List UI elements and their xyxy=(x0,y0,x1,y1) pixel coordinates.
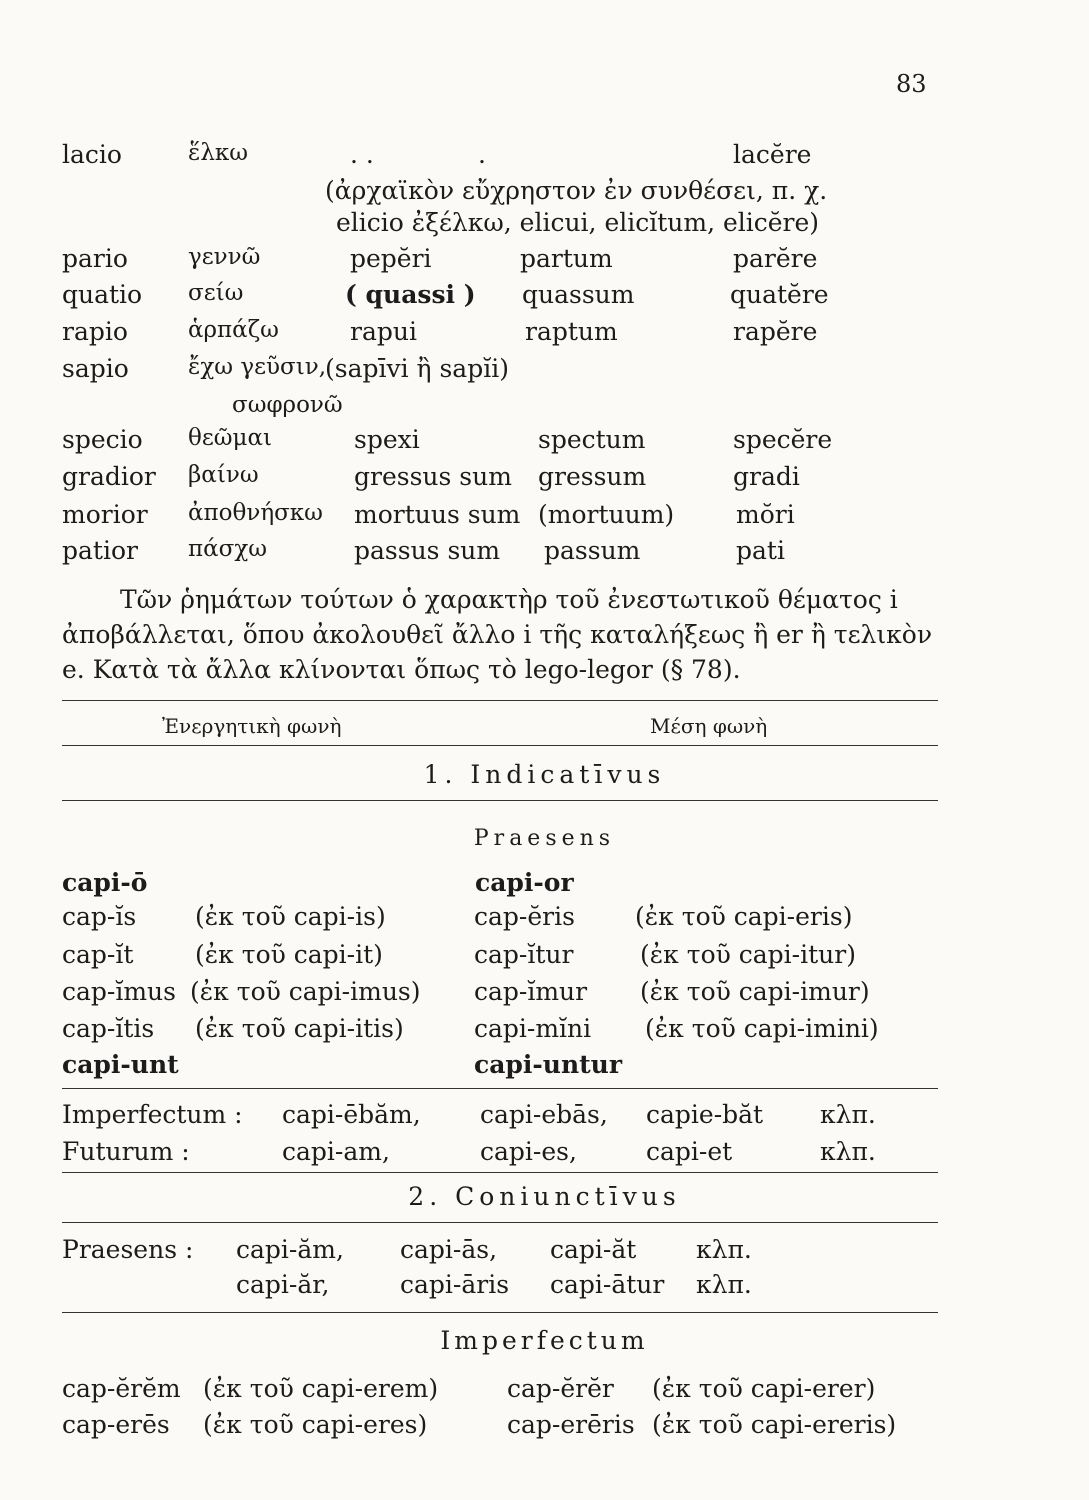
paradigm-row xyxy=(0,868,1089,902)
verb-infinitive: rapĕre xyxy=(733,317,818,346)
middle-derivation: (ἐκ τοῦ capi-itur) xyxy=(640,940,856,969)
verb-latin: morior xyxy=(62,500,148,529)
form-3: capi-et xyxy=(646,1137,733,1166)
form-1: capi-ăm, xyxy=(236,1235,344,1264)
middle-form: capi-untur xyxy=(474,1050,623,1079)
verb-greek: σείω xyxy=(188,280,244,306)
verb-greek: ἔχω γεῦσιν, xyxy=(188,354,326,380)
divider xyxy=(62,1312,938,1313)
verb-supine: (mortuum) xyxy=(538,500,675,529)
verb-row-pario xyxy=(0,244,1089,278)
form-1: capi-ēbăm, xyxy=(282,1100,421,1129)
divider xyxy=(62,700,938,701)
voice-active-header: Ἐνεργητικὴ φωνὴ xyxy=(162,714,342,738)
verb-infinitive: lacĕre xyxy=(733,140,812,169)
verb-row-morior xyxy=(0,500,1089,534)
form-3: capi-ātur xyxy=(550,1270,665,1299)
verb-latin: specio xyxy=(62,425,143,454)
middle-form: cap-ĭmur xyxy=(474,977,588,1006)
active-form: cap-ĭt xyxy=(62,940,134,969)
active-derivation: (ἐκ τοῦ capi-eres) xyxy=(203,1410,428,1439)
etc: κλπ. xyxy=(696,1235,752,1264)
tense-label: Praesens : xyxy=(62,1235,194,1264)
verb-row-patior xyxy=(0,536,1089,570)
verb-infinitive: mŏri xyxy=(736,500,795,529)
verb-latin: patior xyxy=(62,536,138,565)
active-form: cap-ĕrĕm xyxy=(62,1374,181,1403)
subheading-imperfectum: Imperfectum xyxy=(440,1326,649,1355)
verb-row-quatio xyxy=(0,280,1089,314)
verb-latin: quatio xyxy=(62,280,143,309)
tense-label: Imperfectum : xyxy=(62,1100,243,1129)
middle-derivation: (ἐκ τοῦ capi-erer) xyxy=(652,1374,876,1403)
paragraph-line-3: e. Κατὰ τὰ ἄλλα κλίνονται ὅπως τὸ lego-legor (§ 78). xyxy=(62,655,741,684)
section-heading-indicativus: 1. Indicatīvus xyxy=(423,760,666,789)
verb-greek: ἀποθνήσκω xyxy=(188,500,323,526)
paragraph-line-2: ἀποβάλλεται, ὅπου ἀκολουθεῖ ἄλλο i τῆς καταλήξεως ἢ er ἢ τελικὸν xyxy=(62,620,933,649)
middle-form: capi-mĭni xyxy=(474,1014,592,1043)
verb-perfect: gressus sum xyxy=(354,462,512,491)
verb-supine: raptum xyxy=(525,317,618,346)
active-derivation: (ἐκ τοῦ capi-imus) xyxy=(190,977,421,1006)
middle-form: cap-ĕris xyxy=(474,902,575,931)
divider xyxy=(62,745,938,746)
verb-row-gradior xyxy=(0,462,1089,496)
active-derivation: (ἐκ τοῦ capi-itis) xyxy=(195,1014,404,1043)
imperfectum-row xyxy=(0,1100,1089,1134)
form-3: capi-ăt xyxy=(550,1235,637,1264)
divider xyxy=(62,1222,938,1223)
futurum-row xyxy=(0,1137,1089,1171)
lacio-note-1: (ἀρχαϊκὸν εὔχρηστον ἐν συνθέσει, π. χ. xyxy=(325,176,828,205)
paradigm-row xyxy=(0,977,1089,1011)
verb-perfect: pepĕri xyxy=(350,244,432,273)
middle-derivation: (ἐκ τοῦ capi-imur) xyxy=(640,977,870,1006)
verb-greek: βαίνω xyxy=(188,462,259,488)
paradigm-row xyxy=(0,1050,1089,1084)
verb-perfect: passus sum xyxy=(354,536,501,565)
verb-row-rapio xyxy=(0,317,1089,351)
verb-infinitive: pati xyxy=(736,536,785,565)
verb-latin: sapio xyxy=(62,354,129,383)
divider xyxy=(62,1088,938,1089)
lacio-note-2: elicio ἐξέλκω, elicui, elicĭtum, elicĕre) xyxy=(336,208,820,237)
verb-infinitive: specĕre xyxy=(733,425,833,454)
conjunctive-row xyxy=(0,1235,1089,1269)
divider xyxy=(62,1172,938,1173)
form-1: capi-ăr, xyxy=(236,1270,330,1299)
middle-derivation: (ἐκ τοῦ capi-imini) xyxy=(645,1014,879,1043)
verb-infinitive: parĕre xyxy=(733,244,818,273)
tense-label: Futurum : xyxy=(62,1137,190,1166)
verb-latin: gradior xyxy=(62,462,156,491)
form-2: capi-ās, xyxy=(400,1235,498,1264)
verb-infinitive: gradi xyxy=(733,462,800,491)
voice-middle-header: Μέση φωνὴ xyxy=(650,714,768,738)
verb-row-sapio xyxy=(0,354,1089,388)
active-derivation: (ἐκ τοῦ capi-it) xyxy=(195,940,383,969)
verb-greek: γεννῶ xyxy=(188,244,261,270)
active-derivation: (ἐκ τοῦ capi-is) xyxy=(195,902,386,931)
form-2: capi-es, xyxy=(480,1137,577,1166)
sapio-note: σωφρονῶ xyxy=(232,392,343,418)
paradigm-row xyxy=(0,1410,1089,1444)
verb-supine: spectum xyxy=(538,425,646,454)
active-form: capi-unt xyxy=(62,1050,179,1079)
form-1: capi-am, xyxy=(282,1137,390,1166)
verb-perfect: . . xyxy=(350,140,374,169)
divider xyxy=(62,800,938,801)
verb-supine: gressum xyxy=(538,462,647,491)
verb-supine: partum xyxy=(520,244,613,273)
middle-derivation: (ἐκ τοῦ capi-eris) xyxy=(635,902,853,931)
paradigm-row xyxy=(0,902,1089,936)
paradigm-row xyxy=(0,1014,1089,1048)
verb-greek: ἁρπάζω xyxy=(188,317,279,343)
etc: κλπ. xyxy=(696,1270,752,1299)
middle-form: cap-ĕrĕr xyxy=(507,1374,614,1403)
active-form: capi-ō xyxy=(62,868,148,897)
form-3: capie-băt xyxy=(646,1100,764,1129)
verb-latin: pario xyxy=(62,244,128,273)
verb-perfect: ( quassi ) xyxy=(345,280,476,309)
paragraph-line-1: Τῶν ῥημάτων τούτων ὁ χαρακτὴρ τοῦ ἐνεστωτικοῦ θέματος i xyxy=(120,585,898,614)
form-2: capi-āris xyxy=(400,1270,510,1299)
section-heading-coniunctivus: 2. Coniunctīvus xyxy=(408,1182,681,1211)
verb-perfect: rapui xyxy=(350,317,417,346)
subheading-praesens: Praesens xyxy=(473,826,616,851)
conjunctive-row xyxy=(0,1270,1089,1304)
paradigm-row xyxy=(0,940,1089,974)
verb-row-specio xyxy=(0,425,1089,459)
etc: κλπ. xyxy=(820,1137,876,1166)
verb-greek: πάσχω xyxy=(188,536,268,562)
middle-derivation: (ἐκ τοῦ capi-ereris) xyxy=(652,1410,897,1439)
etc: κλπ. xyxy=(820,1100,876,1129)
active-derivation: (ἐκ τοῦ capi-erem) xyxy=(203,1374,439,1403)
middle-form: cap-erēris xyxy=(507,1410,635,1439)
form-2: capi-ebās, xyxy=(480,1100,608,1129)
verb-perfect: (sapīvi ἢ sapĭi) xyxy=(325,354,509,383)
middle-form: cap-ĭtur xyxy=(474,940,574,969)
verb-greek: ἕλκω xyxy=(188,140,249,166)
verb-latin: lacio xyxy=(62,140,122,169)
verb-infinitive: quatĕre xyxy=(730,280,829,309)
active-form: cap-erēs xyxy=(62,1410,170,1439)
paradigm-row xyxy=(0,1374,1089,1408)
verb-perfect: spexi xyxy=(354,425,420,454)
verb-supine: passum xyxy=(544,536,641,565)
verb-latin: rapio xyxy=(62,317,128,346)
verb-greek: θεῶμαι xyxy=(188,425,273,451)
active-form: cap-ĭmus xyxy=(62,977,176,1006)
verb-supine: quassum xyxy=(522,280,635,309)
active-form: cap-ĭtis xyxy=(62,1014,155,1043)
page-number: 83 xyxy=(896,70,927,98)
active-form: cap-ĭs xyxy=(62,902,137,931)
verb-perfect: mortuus sum xyxy=(354,500,521,529)
middle-form: capi-or xyxy=(475,868,574,897)
verb-supine: . xyxy=(478,140,486,169)
verb-row-lacio xyxy=(0,140,1089,174)
